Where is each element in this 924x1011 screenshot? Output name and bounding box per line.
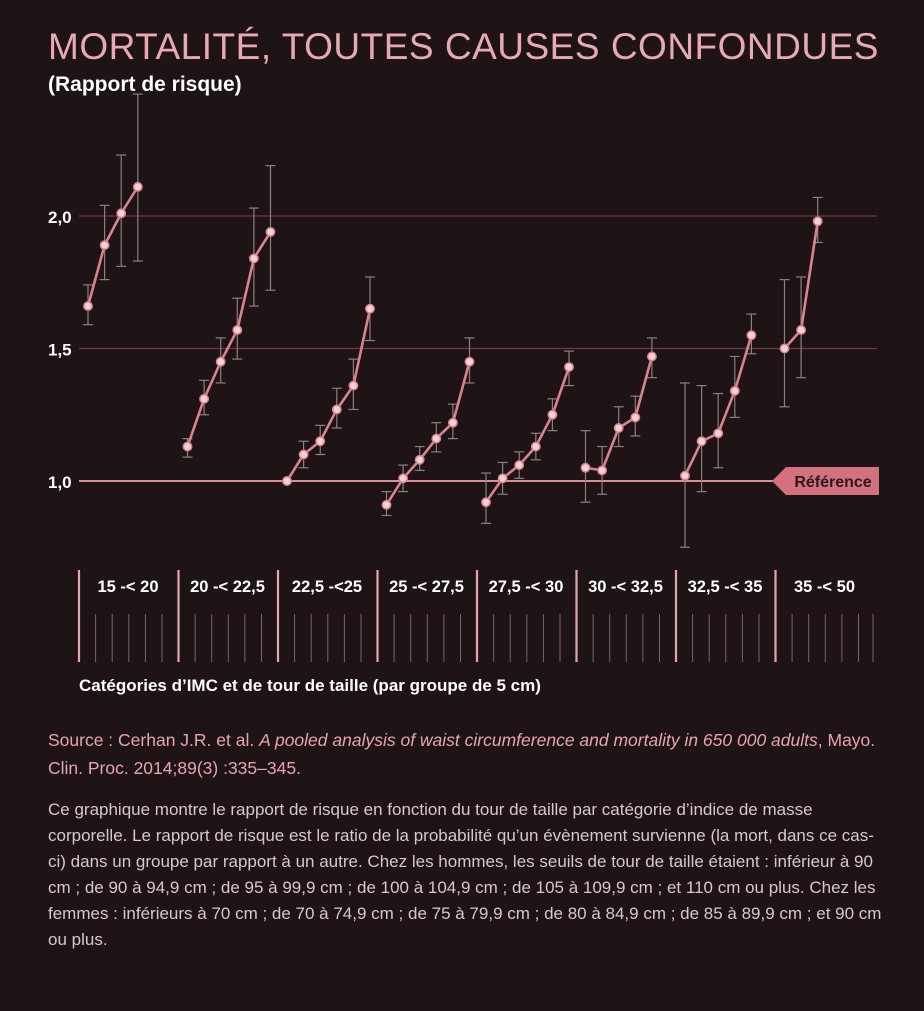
data-point [482,498,490,506]
category-label: 25 -< 27,5 [389,578,464,596]
reference-line-group [79,467,879,495]
data-point [548,411,556,419]
y-tick-label: 1,0 [48,473,72,492]
data-point [515,461,523,469]
data-points [84,183,822,509]
x-axis [79,570,873,662]
data-point [233,326,241,334]
data-point [416,456,424,464]
reference-label: Référence [794,474,872,491]
data-point [532,442,540,450]
data-point [84,302,92,310]
data-point [648,352,656,360]
source-title: A pooled analysis of waist circumference and mortality in 650 000 adults [259,730,818,750]
data-point [465,358,473,366]
series-line [188,232,271,447]
series-line [88,187,138,306]
category-label: 22,5 -<25 [291,578,363,596]
series-line [387,362,470,505]
data-point [449,419,457,427]
data-point [498,474,506,482]
data-point [283,477,291,485]
data-point [349,381,357,389]
error-bars [83,94,823,547]
category-label: 32,5 -< 35 [687,578,763,596]
data-point [747,331,755,339]
source-prefix: Source : Cerhan J.R. et al. [48,730,260,750]
data-point [366,305,374,313]
source-citation [48,726,898,782]
data-point [299,450,307,458]
data-point [134,183,142,191]
data-point [631,413,639,421]
y-tick-label: 1,5 [48,340,72,360]
data-point [183,442,191,450]
data-point [565,363,573,371]
data-point [100,241,108,249]
data-point [432,434,440,442]
data-point [382,501,390,509]
data-point [731,387,739,395]
y-tick-label: 2,0 [48,208,72,227]
data-point [797,326,805,334]
data-point [697,437,705,445]
category-label: 35 -< 50 [793,578,856,596]
data-point [780,344,788,352]
data-point [316,437,324,445]
data-point [200,395,208,403]
data-point [266,228,274,236]
category-label: 27,5 -< 30 [488,578,564,596]
x-axis-label: Catégories d’IMC et de tour de taille (par groupe de 5 cm) [79,676,541,695]
category-label: 30 -< 32,5 [588,578,663,596]
series-lines [88,187,818,505]
data-point [615,424,623,432]
source-suffix: , Mayo. Clin. Proc. 2014;89(3) :335–345. [48,730,876,778]
category-label: 20 -< 22,5 [190,578,265,596]
category-label: 15 -< 20 [97,578,159,596]
data-point [714,429,722,437]
data-point [333,405,341,413]
data-point [581,464,589,472]
data-point [399,474,407,482]
data-point [217,358,225,366]
gridlines [48,208,877,492]
chart-title: MORTALITÉ, TOUTES CAUSES CONFONDUES [48,26,879,67]
chart-description: Ce graphique montre le rapport de risque en fonction du tour de taille par catégorie d’indice de masse corporelle. Le rapport de risque est le ratio de la probabilité qu’un évènement survienne (la mort, dans ce cas-ci) dans un groupe par rapport à un autre. Chez les hommes, les seuils de tour de taille étaient : inférieur à 90 cm ; de 90 à 94,9 cm ; de 95 à 99,9 cm ; de 100 à 104,9 cm ; de 105 à 109,9 cm ; et 110 cm ou plus. Chez les femmes : inférieurs à 70 cm ; de 70 à 74,9 cm ; de 75 à 79,9 cm ; de 80 à 84,9 cm ; de 85 à 89,9 cm ; et 90 cm ou plus. [48,800,882,949]
data-point [117,209,125,217]
data-point [681,472,689,480]
data-point [814,217,822,225]
data-point [250,254,258,262]
data-point [598,466,606,474]
y-axis-label: (Rapport de risque) [48,73,242,96]
